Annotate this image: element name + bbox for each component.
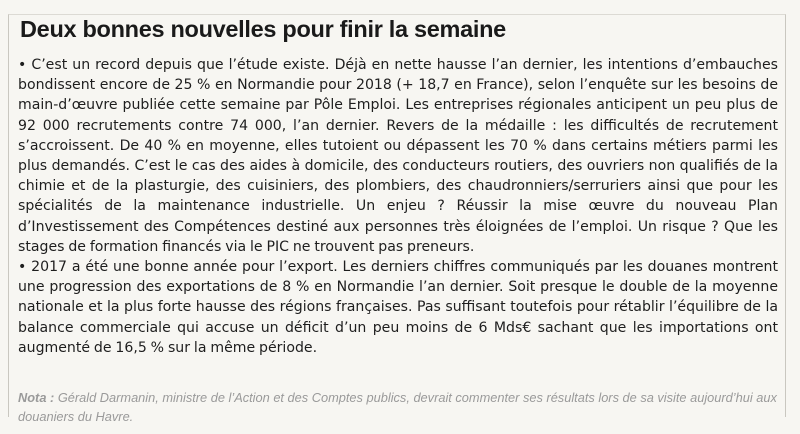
paragraph-export: • 2017 a été une bonne année pour l’export. Les derniers chiffres communiqués par les douanes montrent une progression des exportations de 8 % en Normandie l’an dernier. Soit presque le double de la moyenne nationale et la plus forte hausse des régions françaises. Pas suffisant toutefois pour rétablir l’équilibre de la balance commerciale qui accuse un déficit d’un peu moins de 6 Mds€ sachant que les importations ont augmenté de 16,5 % sur la même période.: [18, 259, 778, 356]
nota-note: [18, 389, 778, 426]
paragraph-employment: • C’est un record depuis que l’étude existe. Déjà en nette hausse l’an dernier, les intentions d’embauches bondissent encore de 25 % en Normandie pour 2018 (+ 18,7 en France), selon l’enquête sur les besoins de main-d’œuvre publiée cette semaine par Pôle Emploi. Les entreprises régionales anticipent un peu plus de 92 000 recrutements contre 74 000, l’an dernier. Revers de la médaille : les difficultés de recrutement s’accroissent. De 40 % en moyenne, elles tutoient ou dépassent les 70 % dans certains métiers parmi les plus demandés. C’est le cas des aides à domicile, des conducteurs routiers, des ouvriers non qualifiés de la chimie et de la plasturgie, des cuisiniers, des plombiers, des chaudronniers/serruriers ainsi que pour les spécialités de la maintenance industrielle. Un enjeu ? Réussir la mise œuvre du nouveau Plan d’Investissement des Compétences destiné aux personnes très éloignées de l’emploi. Un risque ? Que les stages de formation financés via le PIC ne trouvent pas preneurs.: [18, 57, 778, 255]
article-body: [18, 55, 778, 358]
nota-text: Gérald Darmanin, ministre de l’Action et des Comptes publics, devrait commenter ses résultats lors de sa visite aujourd’hui aux douaniers du Havre.: [18, 390, 777, 424]
nota-label: Nota :: [18, 390, 55, 405]
headline: Deux bonnes nouvelles pour finir la semaine: [20, 16, 506, 42]
